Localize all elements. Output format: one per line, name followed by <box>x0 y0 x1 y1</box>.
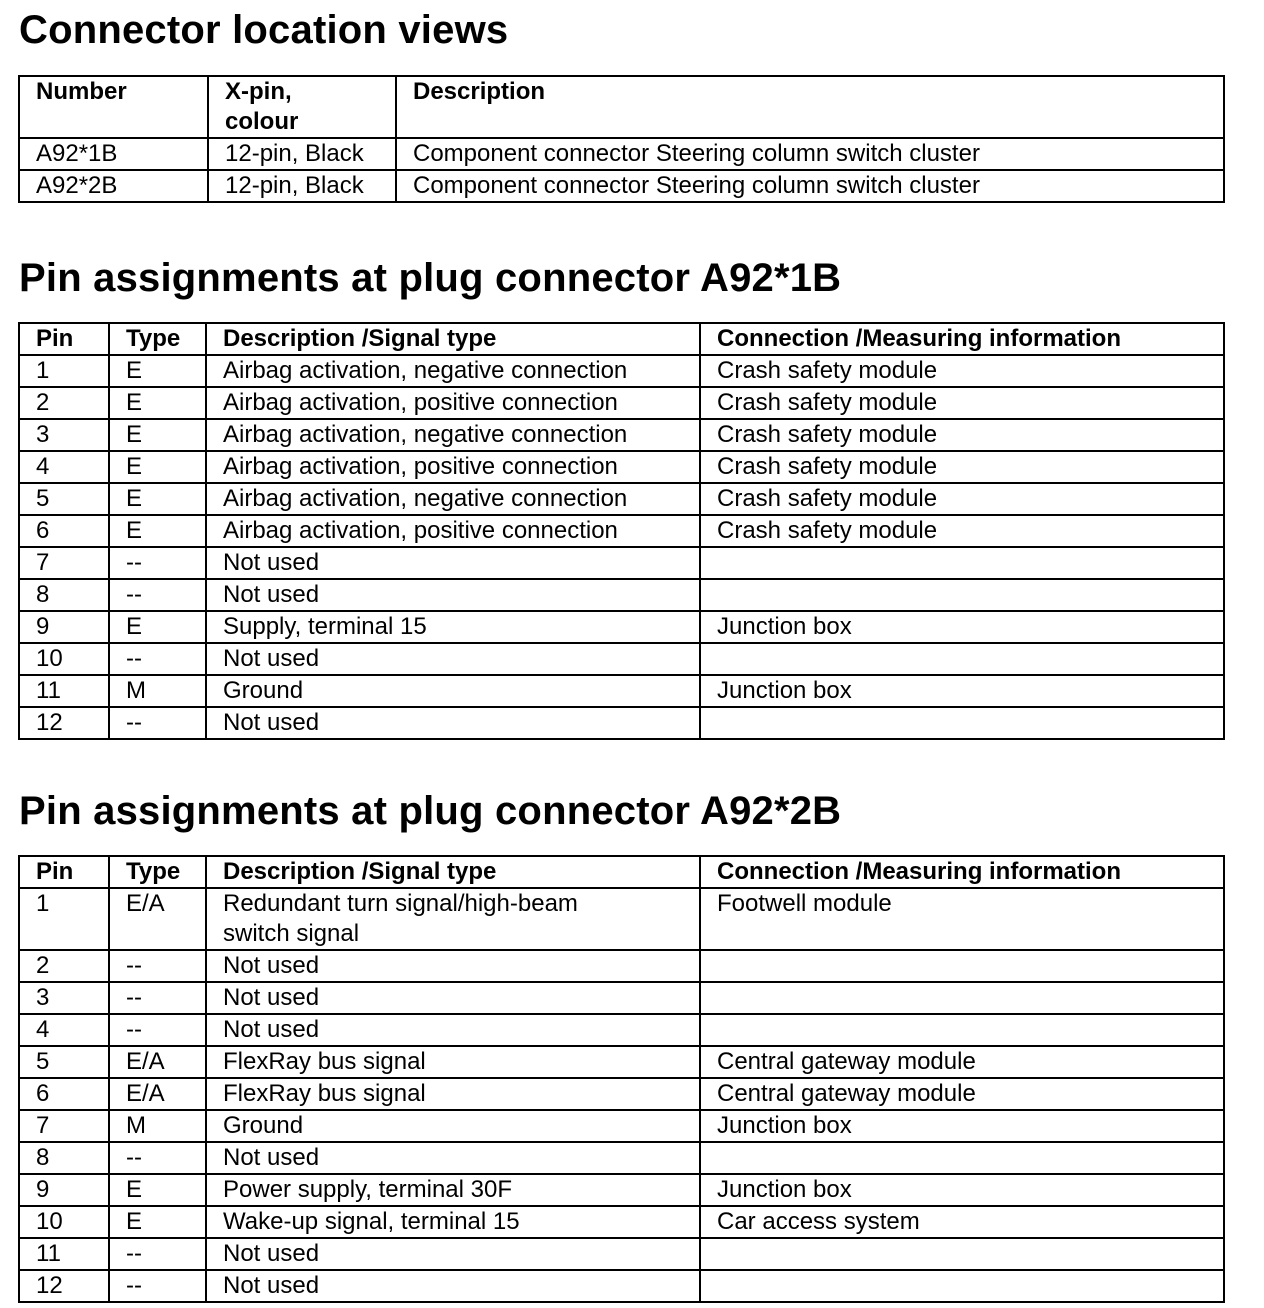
cell-type: E <box>109 515 206 547</box>
header-description: Description /Signal type <box>206 323 700 355</box>
cell-connection: Crash safety module <box>700 515 1224 547</box>
cell-description: FlexRay bus signal <box>206 1046 700 1078</box>
table-row <box>19 950 1224 982</box>
cell-pin: 6 <box>19 515 109 547</box>
cell-pin: 4 <box>19 451 109 483</box>
cell-type: E <box>109 451 206 483</box>
page-title: Connector location views <box>19 8 509 52</box>
cell-type: -- <box>109 579 206 611</box>
cell-type: -- <box>109 1142 206 1174</box>
cell-pin: 10 <box>19 643 109 675</box>
cell-type: E/A <box>109 1078 206 1110</box>
cell-description: Ground <box>206 1110 700 1142</box>
cell-description: Not used <box>206 1270 700 1302</box>
cell-description: Not used <box>206 643 700 675</box>
table-row <box>19 1270 1224 1302</box>
cell-type: -- <box>109 1238 206 1270</box>
cell-connection <box>700 707 1224 739</box>
cell-description: Not used <box>206 1238 700 1270</box>
table-row <box>19 1206 1224 1238</box>
section-title-a92-1b: Pin assignments at plug connector A92*1B <box>19 256 842 300</box>
cell-pin: 11 <box>19 1238 109 1270</box>
table-row <box>19 579 1224 611</box>
cell-type: E <box>109 387 206 419</box>
cell-pin: 1 <box>19 355 109 387</box>
cell-type: E <box>109 1174 206 1206</box>
header-description: Description /Signal type <box>206 856 700 888</box>
pin-table-a92-1b <box>18 322 1225 740</box>
cell-type: E <box>109 355 206 387</box>
cell-description: Airbag activation, positive connection <box>206 515 700 547</box>
cell-xpin: 12-pin, Black <box>208 170 396 202</box>
cell-connection: Junction box <box>700 611 1224 643</box>
table-row <box>19 138 1224 170</box>
cell-type: -- <box>109 950 206 982</box>
cell-pin: 7 <box>19 1110 109 1142</box>
cell-pin: 7 <box>19 547 109 579</box>
table-header-row <box>19 856 1224 888</box>
table-row <box>19 387 1224 419</box>
connector-location-table <box>18 75 1225 203</box>
cell-type: M <box>109 675 206 707</box>
table-row <box>19 1078 1224 1110</box>
cell-description: Not used <box>206 950 700 982</box>
cell-description: FlexRay bus signal <box>206 1078 700 1110</box>
cell-type: E <box>109 1206 206 1238</box>
table-row <box>19 1110 1224 1142</box>
header-pin: Pin <box>19 856 109 888</box>
table-header-row <box>19 76 1224 138</box>
table-row <box>19 483 1224 515</box>
table-row <box>19 451 1224 483</box>
table-header-row <box>19 323 1224 355</box>
cell-connection <box>700 643 1224 675</box>
cell-pin: 10 <box>19 1206 109 1238</box>
cell-description: Not used <box>206 1014 700 1046</box>
cell-type: -- <box>109 707 206 739</box>
cell-description: Airbag activation, negative connection <box>206 355 700 387</box>
cell-description: Not used <box>206 707 700 739</box>
cell-description: Component connector Steering column switch cluster <box>396 138 1224 170</box>
header-type: Type <box>109 323 206 355</box>
header-description: Description <box>396 76 1224 138</box>
cell-description: Airbag activation, positive connection <box>206 387 700 419</box>
cell-description: Redundant turn signal/high-beam switch signal <box>206 888 700 950</box>
cell-connection: Crash safety module <box>700 451 1224 483</box>
cell-pin: 5 <box>19 483 109 515</box>
cell-connection: Crash safety module <box>700 419 1224 451</box>
cell-pin: 12 <box>19 1270 109 1302</box>
cell-type: E/A <box>109 1046 206 1078</box>
cell-pin: 6 <box>19 1078 109 1110</box>
cell-description: Not used <box>206 579 700 611</box>
cell-pin: 9 <box>19 1174 109 1206</box>
cell-pin: 11 <box>19 675 109 707</box>
table-row <box>19 515 1224 547</box>
table-row <box>19 888 1224 950</box>
cell-connection <box>700 950 1224 982</box>
cell-pin: 5 <box>19 1046 109 1078</box>
cell-pin: 3 <box>19 982 109 1014</box>
cell-type: E/A <box>109 888 206 950</box>
cell-type: -- <box>109 643 206 675</box>
cell-connection: Crash safety module <box>700 483 1224 515</box>
cell-pin: 9 <box>19 611 109 643</box>
cell-type: E <box>109 419 206 451</box>
table-row <box>19 643 1224 675</box>
table-row <box>19 611 1224 643</box>
cell-connection <box>700 1142 1224 1174</box>
header-number: Number <box>19 76 208 138</box>
table-row <box>19 170 1224 202</box>
cell-number: A92*2B <box>19 170 208 202</box>
cell-connection <box>700 982 1224 1014</box>
cell-description: Airbag activation, positive connection <box>206 451 700 483</box>
table-row <box>19 675 1224 707</box>
cell-connection: Footwell module <box>700 888 1224 950</box>
table-row <box>19 1046 1224 1078</box>
cell-description: Not used <box>206 1142 700 1174</box>
cell-type: -- <box>109 1270 206 1302</box>
cell-number: A92*1B <box>19 138 208 170</box>
cell-pin: 2 <box>19 387 109 419</box>
cell-description: Not used <box>206 982 700 1014</box>
table-row <box>19 547 1224 579</box>
cell-description: Airbag activation, negative connection <box>206 483 700 515</box>
table-row <box>19 1238 1224 1270</box>
cell-connection <box>700 1238 1224 1270</box>
cell-description: Ground <box>206 675 700 707</box>
header-connection: Connection /Measuring information <box>700 323 1224 355</box>
header-xpin-colour: X-pin, colour <box>208 76 396 138</box>
cell-pin: 4 <box>19 1014 109 1046</box>
cell-pin: 2 <box>19 950 109 982</box>
cell-connection <box>700 1270 1224 1302</box>
cell-connection: Crash safety module <box>700 387 1224 419</box>
cell-connection: Crash safety module <box>700 355 1224 387</box>
cell-connection <box>700 1014 1224 1046</box>
cell-xpin: 12-pin, Black <box>208 138 396 170</box>
cell-pin: 12 <box>19 707 109 739</box>
cell-connection <box>700 579 1224 611</box>
cell-description: Power supply, terminal 30F <box>206 1174 700 1206</box>
cell-connection: Car access system <box>700 1206 1224 1238</box>
cell-connection <box>700 547 1224 579</box>
cell-type: E <box>109 611 206 643</box>
table-row <box>19 982 1224 1014</box>
pin-table-a92-2b <box>18 855 1225 1303</box>
cell-type: -- <box>109 547 206 579</box>
cell-pin: 3 <box>19 419 109 451</box>
cell-description: Airbag activation, negative connection <box>206 419 700 451</box>
table-row <box>19 355 1224 387</box>
cell-connection: Central gateway module <box>700 1078 1224 1110</box>
cell-pin: 8 <box>19 579 109 611</box>
cell-description: Not used <box>206 547 700 579</box>
table-row <box>19 1174 1224 1206</box>
cell-type: M <box>109 1110 206 1142</box>
cell-type: -- <box>109 1014 206 1046</box>
cell-description: Supply, terminal 15 <box>206 611 700 643</box>
table-row <box>19 1014 1224 1046</box>
cell-description: Component connector Steering column switch cluster <box>396 170 1224 202</box>
header-type: Type <box>109 856 206 888</box>
cell-connection: Junction box <box>700 1174 1224 1206</box>
header-connection: Connection /Measuring information <box>700 856 1224 888</box>
cell-type: -- <box>109 982 206 1014</box>
header-pin: Pin <box>19 323 109 355</box>
cell-pin: 8 <box>19 1142 109 1174</box>
cell-connection: Central gateway module <box>700 1046 1224 1078</box>
cell-description: Wake-up signal, terminal 15 <box>206 1206 700 1238</box>
section-title-a92-2b: Pin assignments at plug connector A92*2B <box>19 789 842 833</box>
table-row <box>19 1142 1224 1174</box>
cell-connection: Junction box <box>700 1110 1224 1142</box>
cell-pin: 1 <box>19 888 109 950</box>
table-row <box>19 419 1224 451</box>
table-row <box>19 707 1224 739</box>
cell-type: E <box>109 483 206 515</box>
cell-connection: Junction box <box>700 675 1224 707</box>
